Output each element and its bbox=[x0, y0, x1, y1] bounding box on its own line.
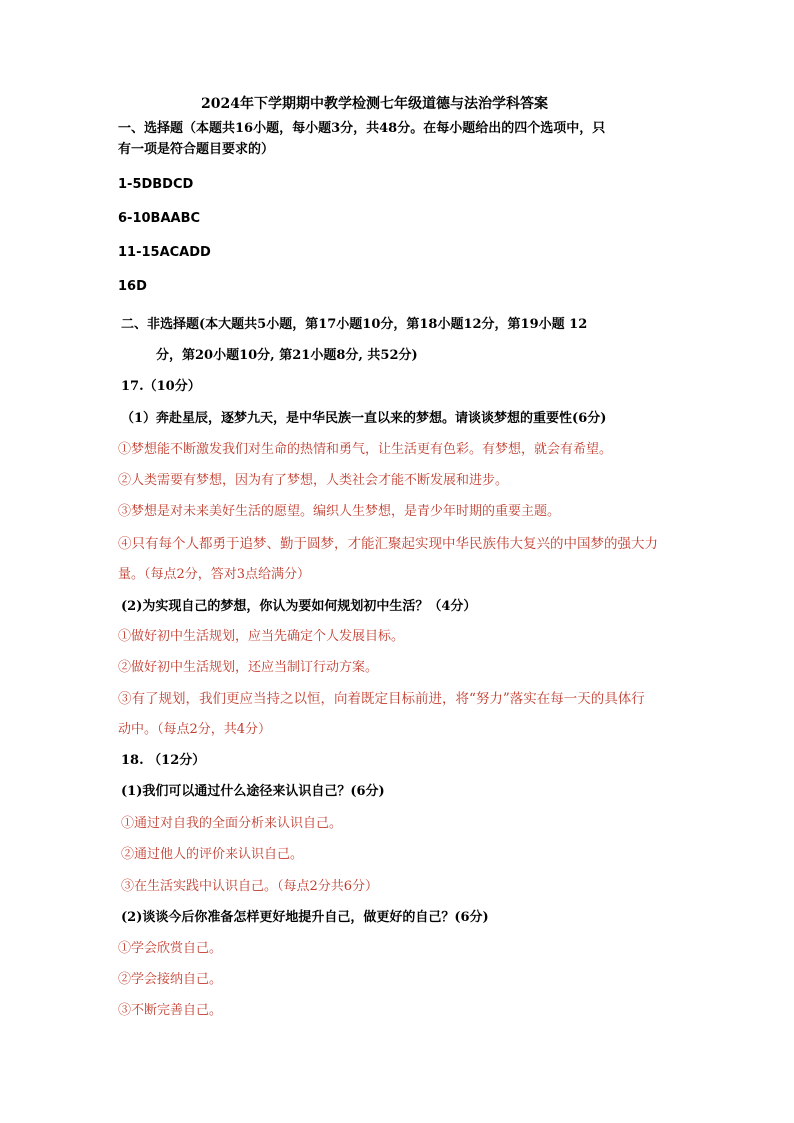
q18-sub2-answer-2: ②学会接纳自己。 bbox=[118, 972, 223, 987]
q18-sub2-answer-3: ③不断完善自己。 bbox=[118, 1003, 223, 1018]
q17-sub1-answer-1: ①梦想能不断激发我们对生命的热情和勇气，让生活更有色彩。有梦想，就会有希望。 bbox=[118, 442, 613, 457]
answer-6-10: 6-10BAABC bbox=[118, 211, 201, 226]
section1-heading-line2: 有一项是符合题目要求的） bbox=[118, 142, 275, 157]
q18-sub1-answer-2: ②通过他人的评价来认识自己。 bbox=[121, 847, 304, 862]
q17-sub1-answer-4: ④只有每个人都勇于追梦、勤于圆梦，才能汇聚起实现中华民族伟大复兴的中国梦的强大力 bbox=[118, 536, 658, 552]
q17-sub2-answer-3: ③有了规划，我们更应当持之以恒，向着既定目标前进，将“努力”落实在每一天的具体行 bbox=[118, 691, 645, 707]
q18-sub1-answer-1: ①通过对自我的全面分析来认识自己。 bbox=[121, 816, 343, 831]
q17-sub1-answer-2: ②人类需要有梦想，因为有了梦想，人类社会才能不断发展和进步。 bbox=[118, 473, 509, 488]
q18-sub1-answer-3: ③在生活实践中认识自己。（每点2分共6分） bbox=[121, 879, 379, 894]
q17-label: 17.（10分） bbox=[121, 379, 201, 394]
q18-sub1-question: (1)我们可以通过什么途径来认识自己？(6分) bbox=[121, 784, 385, 799]
page-title: 2024年下学期期中教学检测七年级道德与法治学科答案 bbox=[201, 96, 548, 112]
q17-sub2-answer-2: ②做好初中生活规划，还应当制订行动方案。 bbox=[118, 660, 379, 675]
answer-11-15: 11-15ACADD bbox=[118, 245, 211, 260]
section1-heading-line1: 一、选择题（本题共16小题，每小题3分，共48分。在每小题给出的四个选项中，只 bbox=[118, 121, 606, 136]
q17-sub2-answer-1: ①做好初中生活规划，应当先确定个人发展目标。 bbox=[118, 629, 405, 644]
q17-sub2-question: (2)为实现自己的梦想，你认为要如何规划初中生活？（4分） bbox=[121, 599, 477, 614]
q17-sub1-question: （1）奔赴星辰，逐梦九天，是中华民族一直以来的梦想。请谈谈梦想的重要性(6分) bbox=[121, 411, 607, 426]
q17-sub2-answer-3-cont: 动中。（每点2分，共4分） bbox=[118, 722, 272, 737]
section2-heading-line2: 分，第20小题10分, 第21小题8分, 共52分) bbox=[156, 348, 418, 363]
q17-sub1-answer-3: ③梦想是对未来美好生活的愿望。编织人生梦想，是青少年时期的重要主题。 bbox=[118, 504, 561, 519]
q18-sub2-question: (2)谈谈今后你准备怎样更好地提升自己，做更好的自己？(6分) bbox=[121, 910, 489, 925]
answer-1-5: 1-5DBDCD bbox=[118, 177, 194, 192]
answer-16: 16D bbox=[118, 279, 147, 294]
q17-sub1-answer-4-cont: 量。（每点2分，答对3点给满分） bbox=[118, 567, 311, 582]
q18-sub2-answer-1: ①学会欣赏自己。 bbox=[118, 941, 223, 956]
q18-label: 18. （12分） bbox=[121, 753, 206, 768]
section2-heading-line1: 二、非选择题(本大题共5小题，第17小题10分，第18小题12分，第19小题 12 bbox=[121, 317, 588, 332]
